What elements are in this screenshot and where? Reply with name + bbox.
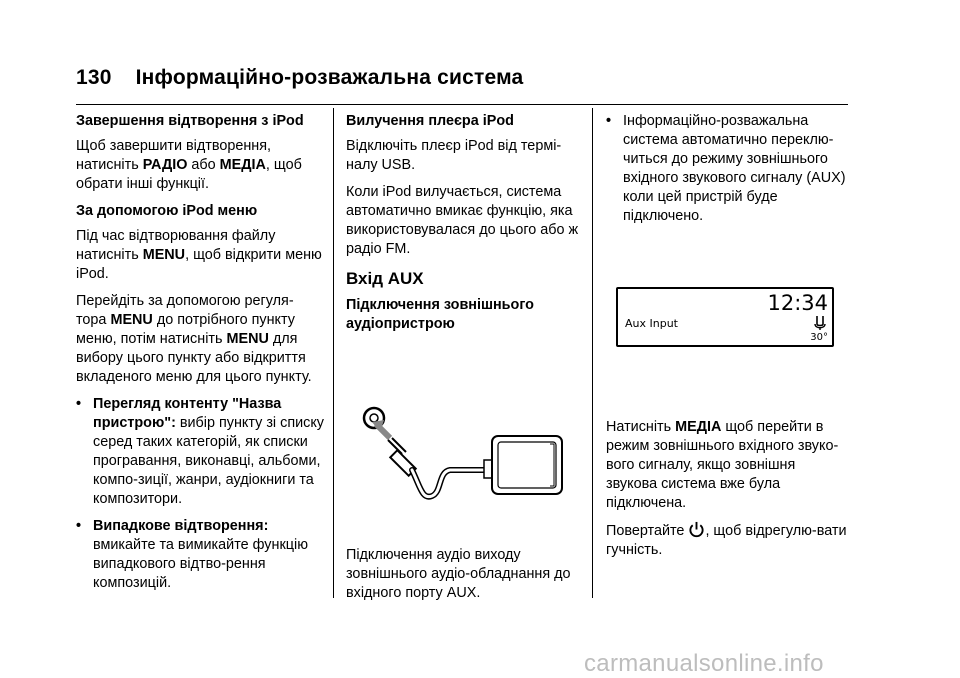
bullet-shuffle: • Випадкове відтворення: вмикайте та вимикайте функцію випадкового відтво-рення композицій.: [76, 518, 308, 591]
aux-input-label: Aux Input: [625, 317, 678, 330]
paragraph-stop-ipod: Щоб завершити відтворення, натисніть РАДІО або МЕДІА, щоб обрати інші функції.: [76, 138, 302, 192]
heading-aux-input: Вхід AUX: [346, 269, 424, 288]
paragraph-disconnect: Відключіть плеєр iPod від термі-налу USB.: [346, 138, 562, 173]
aux-cable-camera-drawing: [346, 396, 586, 536]
infotainment-screen-illustration: [616, 287, 834, 347]
bullet-auto-aux: • Інформаційно-розважальна система автоматично переклю-читься до режиму зовнішнього вхідного звукового сигналу (AUX) коли цей пристрій буде підключено.: [606, 113, 846, 224]
clock-display: 12:34: [767, 291, 828, 315]
page-header: [76, 66, 523, 90]
column-3-lower: [606, 418, 850, 568]
aux-connection-illustration: [346, 396, 586, 536]
microphone-icon: [813, 315, 827, 331]
page-number: 130: [76, 66, 112, 89]
paragraph-navigate-menu: Перейдіть за допомогою регуля-тора MENU до потрібного пункту меню, потім натисніть MENU для вибору цього пункту або відкриття вкладеного меню для цього пункту.: [76, 293, 312, 385]
page-title: Інформаційно-розважальна система: [135, 66, 524, 89]
heading-stop-ipod: Завершення відтворення з iPod: [76, 113, 304, 129]
column-3: [606, 112, 850, 234]
paragraph-volume: Повертайте , щоб відрегулю-вати гучність.: [606, 523, 847, 558]
column-1: [76, 112, 324, 601]
column-divider-1: [333, 108, 334, 598]
illustration-caption: Підключення аудіо виходу зовнішнього аудіо-обладнання до вхідного порту AUX.: [346, 547, 571, 601]
header-rule: [76, 104, 848, 105]
heading-remove-ipod: Вилучення плеєра iPod: [346, 113, 514, 129]
paragraph-open-menu: Під час відтворювання файлу натисніть MENU, щоб відкрити меню iPod.: [76, 228, 322, 282]
bullet-browse-content: • Перегляд контенту "Назва пристрою": вибір пункту зі списку серед таких категорій, як списки програвання, виконавці, альбоми, компо-зиції, жанри, аудіокниги та композитори.: [76, 396, 325, 507]
watermark: carmanualsonline.info: [584, 650, 824, 677]
column-2: [346, 112, 586, 611]
temperature-display: 30°: [810, 332, 828, 343]
bullet-dot: •: [76, 518, 82, 534]
paragraph-press-media: Натисніть МЕДІА щоб перейти в режим зовнішнього вхідного звуко-вого сигналу, якщо зовнішня звукова система вже була підключена.: [606, 419, 839, 511]
heading-connect-device: Підключення зовнішнього аудіопристрою: [346, 297, 534, 332]
paragraph-auto-switch: Коли iPod вилучається, система автоматично вмикає функцію, яка використовувалася до цього або ж радіо FM.: [346, 184, 579, 257]
column-divider-2: [592, 108, 593, 598]
bullet-dot: •: [606, 113, 612, 129]
power-volume-icon: [688, 521, 705, 538]
heading-ipod-menu: За допомогою iPod меню: [76, 203, 258, 219]
bullet-dot: •: [76, 396, 82, 412]
